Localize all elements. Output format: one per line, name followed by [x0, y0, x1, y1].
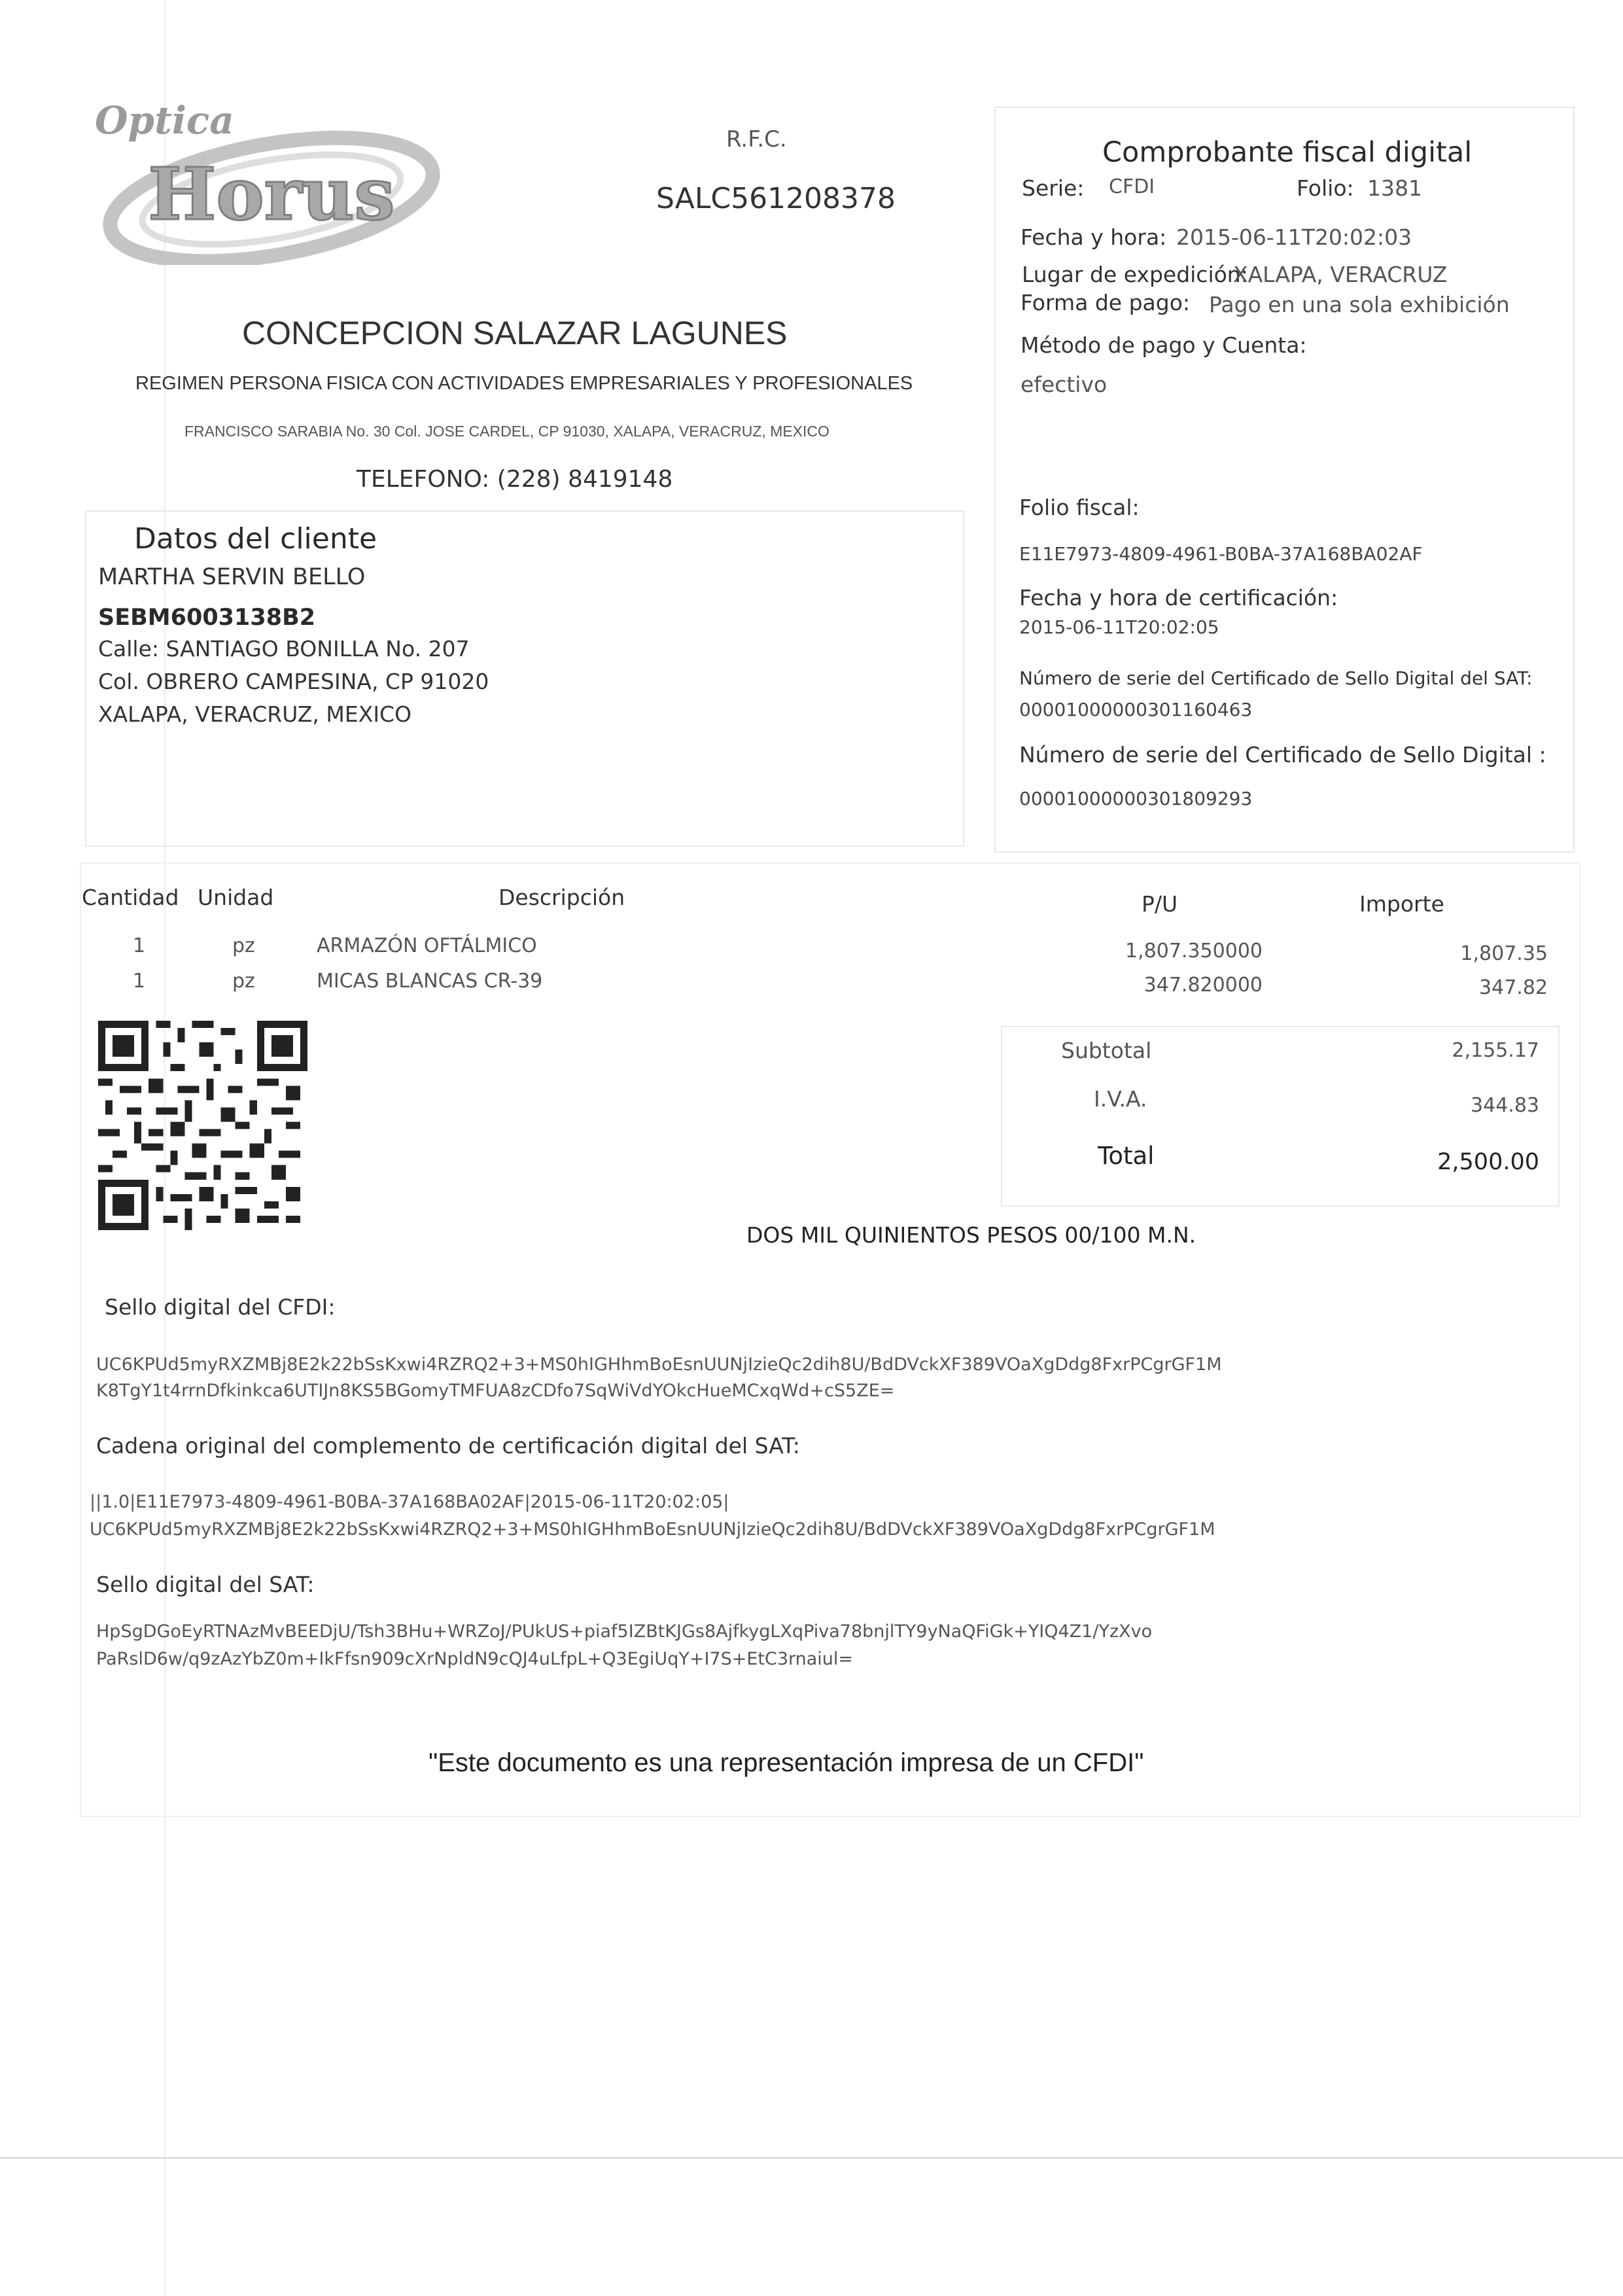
qr-code: [98, 1021, 307, 1230]
rfc-label: R.F.C.: [726, 126, 787, 152]
row2-importe: 347.82: [1479, 976, 1548, 999]
amount-in-words: DOS MIL QUINIENTOS PESOS 00/100 M.N.: [746, 1222, 1196, 1248]
cert-sat-label: Número de serie del Certificado de Sello Digital del SAT:: [1019, 667, 1533, 689]
row1-pu: 1,807.350000: [1125, 940, 1263, 963]
fiscal-title: Comprobante fiscal digital: [1102, 136, 1473, 169]
col-header-cantidad: Cantidad: [82, 885, 179, 910]
col-header-descripcion: Descripción: [498, 885, 625, 910]
scan-edge-line: [0, 2157, 1623, 2159]
sello-sat-line1: HpSgDGoEyRTNAzMvBEEDjU/Tsh3BHu+WRZoJ/PUkUS+piaf5IZBtKJGs8AjfkygLXqPiva78bnjlTY9yNaQFiGk+YIQ4Z1/YzXvo: [96, 1621, 1153, 1642]
sello-cfdi-line2: K8TgY1t4rrnDfkinkca6UTIJn8KS5BGomyTMFUA8zCDfo7SqWiVdYOkcHueMCxqWd+cS5ZE=: [96, 1381, 895, 1401]
col-header-unidad: Unidad: [198, 885, 274, 910]
client-city: XALAPA, VERACRUZ, MEXICO: [98, 701, 412, 727]
fecha-cert-label: Fecha y hora de certificación:: [1019, 585, 1338, 610]
row1-importe: 1,807.35: [1460, 942, 1548, 965]
lugar-value: XALAPA, VERACRUZ: [1233, 262, 1448, 287]
serie-label: Serie:: [1022, 175, 1085, 201]
folio-value: 1381: [1367, 175, 1422, 201]
fecha-cert-value: 2015-06-11T20:02:05: [1019, 616, 1219, 638]
client-street: Calle: SANTIAGO BONILLA No. 207: [98, 636, 470, 662]
emisor-rfc: SALC561208378: [656, 182, 896, 215]
sello-sat-line2: PaRslD6w/q9zAzYbZ0m+IkFfsn909cXrNpldN9cQJ4uLfpL+Q3EgiUqY+I7S+EtC3rnaiul=: [96, 1649, 854, 1669]
cert-sat-value: 00001000000301160463: [1019, 699, 1253, 720]
iva-value: 344.83: [1471, 1094, 1539, 1117]
subtotal-label: Subtotal: [1061, 1038, 1152, 1063]
cert-value: 00001000000301809293: [1019, 788, 1253, 809]
emisor-phone: TELEFONO: (228) 8419148: [357, 466, 673, 493]
col-header-pu: P/U: [1142, 891, 1178, 917]
row1-unidad: pz: [232, 934, 255, 957]
horus-logo: [88, 121, 455, 265]
emisor-address: FRANCISCO SARABIA No. 30 Col. JOSE CARDEL, CP 91030, XALAPA, VERACRUZ, MEXICO: [184, 423, 829, 440]
logo-brand-text: Horus: [148, 152, 395, 236]
iva-label: I.V.A.: [1094, 1086, 1147, 1112]
legend-cfdi: "Este documento es una representación impresa de un CFDI": [428, 1748, 1144, 1777]
forma-value: Pago en una sola exhibición: [1209, 292, 1510, 317]
metodo-value: efectivo: [1021, 372, 1108, 397]
row2-unidad: pz: [232, 970, 255, 993]
serie-value: CFDI: [1109, 175, 1155, 198]
folio-fiscal-label: Folio fiscal:: [1019, 495, 1140, 520]
sello-cfdi-label: Sello digital del CFDI:: [105, 1294, 336, 1320]
folio-label: Folio:: [1297, 175, 1354, 201]
row1-cantidad: 1: [133, 934, 146, 957]
fecha-label: Fecha y hora:: [1021, 224, 1167, 250]
forma-label: Forma de pago:: [1021, 290, 1191, 315]
row2-pu: 347.820000: [1143, 974, 1263, 997]
sello-sat-label: Sello digital del SAT:: [96, 1572, 315, 1597]
sello-cfdi-line1: UC6KPUd5myRXZMBj8E2k22bSsKxwi4RZRQ2+3+MS0hIGHhmBoEsnUUNjIzieQc2dih8U/BdDVckXF389VOaXgDdg8FxrPCgrGF1M: [96, 1354, 1222, 1375]
logo-wordmark: Optica: [95, 98, 234, 143]
client-name: MARTHA SERVIN BELLO: [98, 564, 366, 590]
emisor-regimen: REGIMEN PERSONA FISICA CON ACTIVIDADES EMPRESARIALES Y PROFESIONALES: [135, 373, 913, 394]
metodo-label: Método de pago y Cuenta:: [1021, 332, 1307, 358]
fecha-value: 2015-06-11T20:02:03: [1176, 224, 1412, 250]
cadena-line1: ||1.0|E11E7973-4809-4961-B0BA-37A168BA02AF|2015-06-11T20:02:05|: [90, 1492, 729, 1512]
fiscal-info-box: [994, 107, 1575, 853]
client-colony: Col. OBRERO CAMPESINA, CP 91020: [98, 669, 489, 694]
row2-descripcion: MICAS BLANCAS CR-39: [317, 970, 543, 993]
document-frame: [80, 862, 1580, 1817]
cadena-label: Cadena original del complemento de certificación digital del SAT:: [96, 1433, 800, 1458]
folio-fiscal-value: E11E7973-4809-4961-B0BA-37A168BA02AF: [1019, 543, 1423, 565]
total-label: Total: [1098, 1142, 1155, 1170]
subtotal-value: 2,155.17: [1452, 1039, 1539, 1062]
row1-descripcion: ARMAZÓN OFTÁLMICO: [317, 934, 537, 957]
row2-cantidad: 1: [133, 970, 146, 993]
client-title: Datos del cliente: [134, 522, 377, 556]
lugar-label: Lugar de expedición:: [1022, 262, 1248, 287]
cert-label: Número de serie del Certificado de Sello Digital :: [1019, 742, 1546, 768]
col-header-importe: Importe: [1359, 891, 1444, 917]
total-value: 2,500.00: [1437, 1149, 1539, 1175]
emisor-name: CONCEPCION SALAZAR LAGUNES: [242, 315, 788, 351]
client-rfc: SEBM6003138B2: [98, 605, 316, 631]
cadena-line2: UC6KPUd5myRXZMBj8E2k22bSsKxwi4RZRQ2+3+MS0hIGHhmBoEsnUUNjIzieQc2dih8U/BdDVckXF389VOaXgDdg8FxrPCgrGF1M: [90, 1519, 1215, 1540]
